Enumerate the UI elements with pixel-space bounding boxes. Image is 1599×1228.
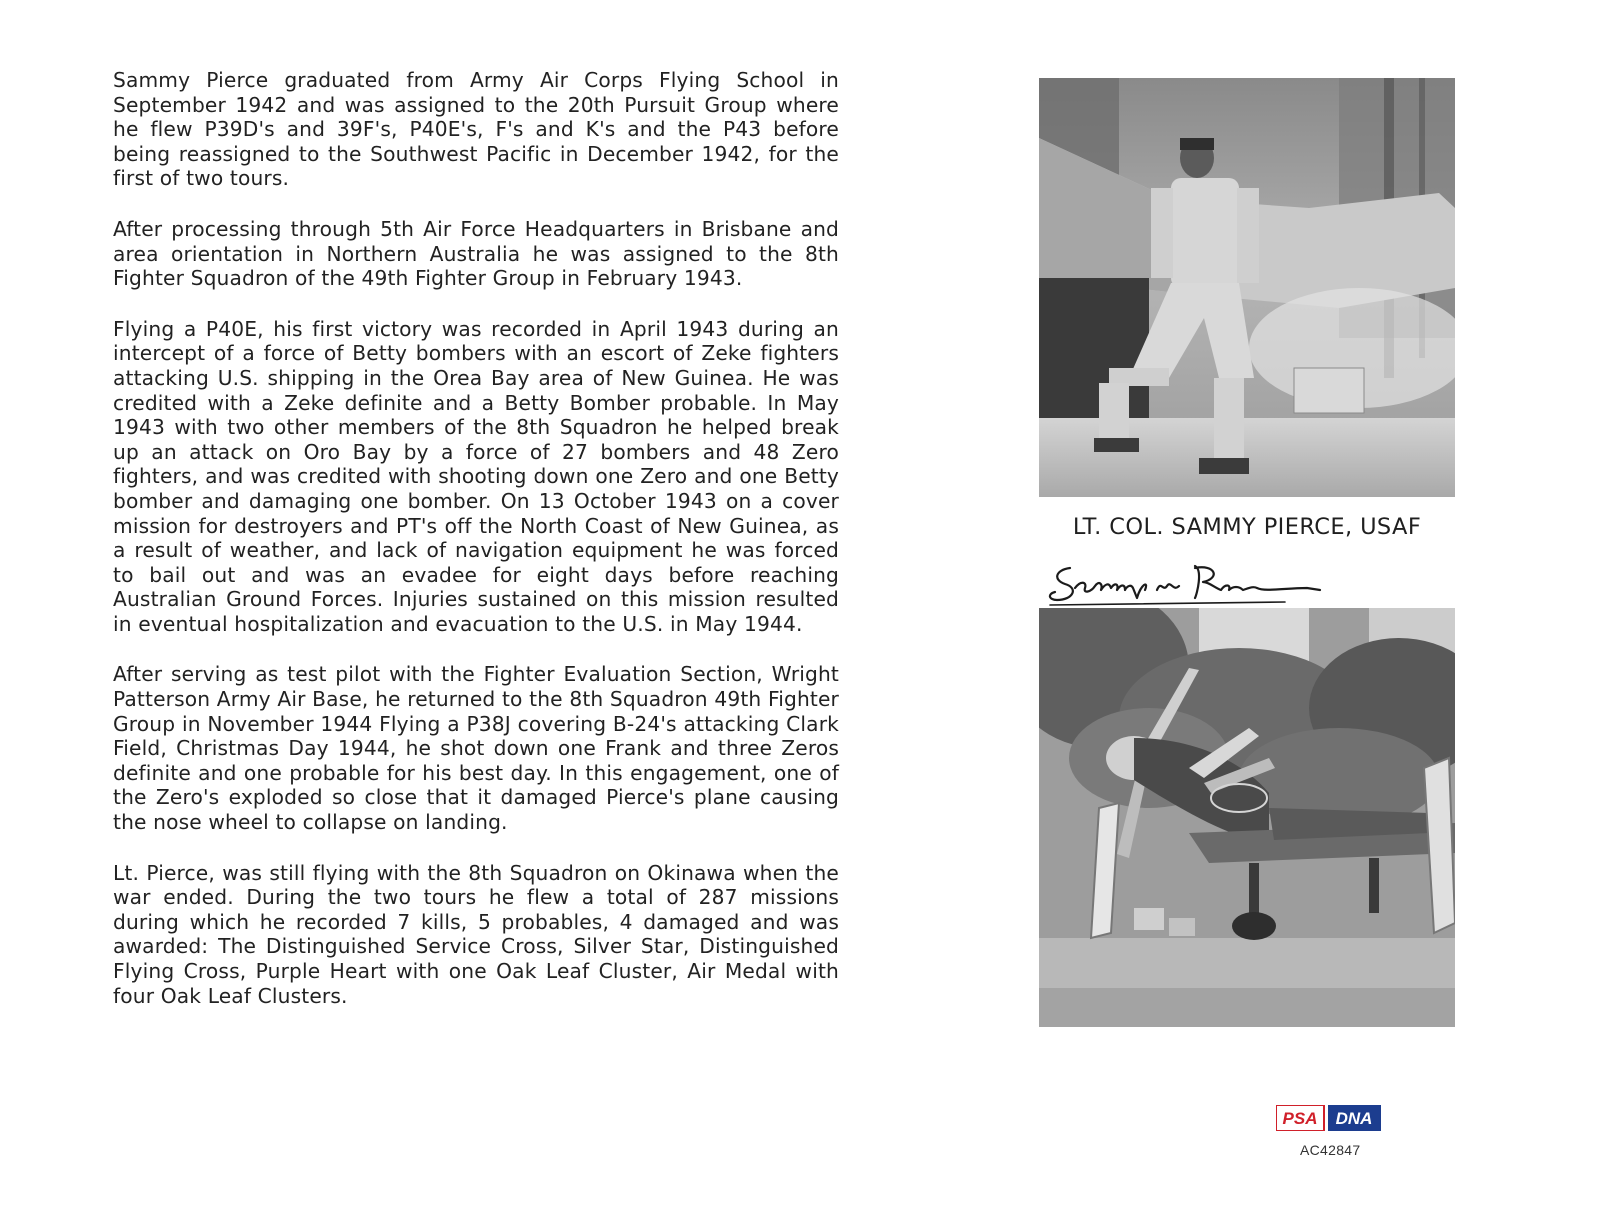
bio-paragraph-1: Sammy Pierce graduated from Army Air Corps Flying School in September 1942 and was assigned to the 20th Pursuit Group where he flew P39D's and 39F's, P40E's, F's and K's and the P43 before being reassigned to the Southwest Pacific in December 1942, for the first of two tours.: [113, 68, 839, 191]
bio-paragraph-4: After serving as test pilot with the Fighter Evaluation Section, Wright Patterson Army Air Base, he returned to the 8th Squadron 49th Fighter Group in November 1944 Flying a P38J covering B-24's attacking Clark Field, Christmas Day 1944, he shot down one Frank and three Zeros definite and one probable for his best day. In this engagement, one of the Zero's exploded so close that it damaged Pierce's plane causing the nose wheel to collapse on landing.: [113, 662, 839, 835]
authentication-logo: [1276, 1105, 1381, 1131]
bio-paragraph-2: After processing through 5th Air Force Headquarters in Brisbane and area orientation in Northern Australia he was assigned to the 8th Fighter Squadron of the 49th Fighter Group in February 1943.: [113, 216, 839, 291]
bio-paragraph-5: Lt. Pierce, was still flying with the 8th Squadron on Okinawa when the war ended. During the two tours he flew a total of 287 missions during which he recorded 7 kills, 5 probables, 4 damaged and was awarded: The Distinguished Service Cross, Silver Star, Distinguished Flying Cross, Purple Heart with one Oak Leaf Cluster, Air Medal with four Oak Leaf Clusters.: [113, 860, 839, 1008]
aircraft-photo: [1039, 608, 1455, 1027]
logo-right-text: DNA: [1335, 1109, 1373, 1128]
bio-paragraph-3: Flying a P40E, his first victory was recorded in April 1943 during an intercept of a force of Betty bombers with an escort of Zeke fighters attacking U.S. shipping in the Orea Bay area of New Guinea. He was credited with a Zeke definite and a Betty Bomber probable. In May 1943 with two other members of the 8th Squadron he helped break up an attack on Oro Bay by a force of 27 bombers and 48 Zero fighters, and was credited with shooting down one Zero and one Betty bomber and damaging one bomber. On 13 October 1943 on a cover mission for destroyers and PT's off the North Coast of New Guinea, as a result of weather, and lack of navigation equipment he was forced to bail out and was an evadee for eight days before reaching Australian Ground Forces. Injuries sustained on this mission resulted in eventual hospitalization and evacuation to the U.S. in May 1944.: [113, 316, 839, 636]
certificate-id: AC42847: [1300, 1142, 1361, 1158]
logo-left-text: PSA: [1282, 1109, 1318, 1128]
photo-caption: LT. COL. SAMMY PIERCE, USAF: [1072, 514, 1422, 540]
biography-text: [113, 68, 839, 1034]
pilot-portrait-photo: [1039, 78, 1455, 497]
autograph-signature: [1045, 558, 1325, 608]
